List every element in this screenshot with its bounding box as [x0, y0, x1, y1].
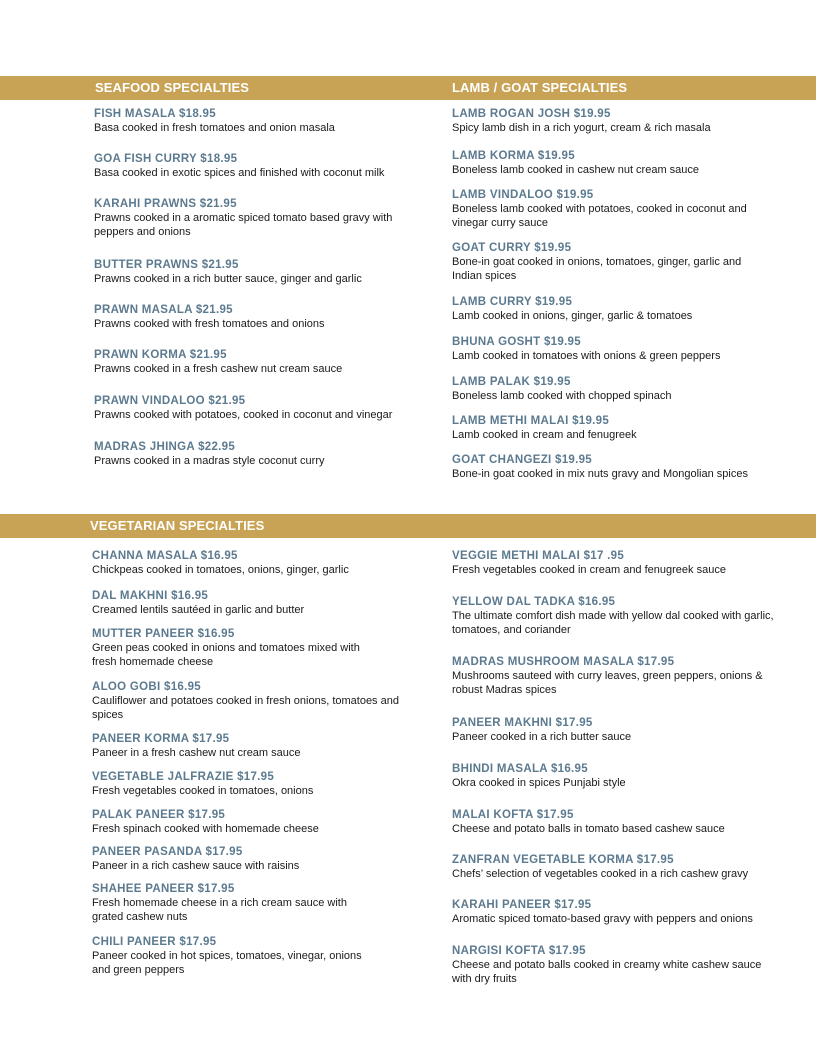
- menu-item-desc: Cheese and potato balls cooked in creamy white cashew sauce with dry fruits: [452, 959, 762, 985]
- menu-item-name: VEGETABLE JALFRAZIE $17.95: [92, 771, 275, 783]
- menu-item-name: BHUNA GOSHT $19.95: [452, 336, 581, 348]
- menu-item-desc: Fresh vegetables cooked in cream and fenugreek sauce: [452, 564, 726, 576]
- menu-item-desc: Fresh vegetables cooked in tomatoes, onions: [92, 785, 314, 797]
- menu-item: [92, 845, 452, 873]
- menu-item-name: GOAT CURRY $19.95: [452, 242, 572, 254]
- menu-item: [94, 303, 454, 331]
- menu-item: [452, 335, 812, 363]
- menu-item-desc: Lamb cooked in tomatoes with onions & green peppers: [452, 350, 721, 362]
- menu-item: [92, 808, 452, 836]
- menu-item: [92, 680, 452, 722]
- menu-item: [452, 549, 812, 577]
- menu-item-desc: Spicy lamb dish in a rich yogurt, cream & rich masala: [452, 122, 711, 134]
- menu-item: [452, 655, 812, 697]
- menu-item-name: PRAWN KORMA $21.95: [94, 349, 227, 361]
- menu-item: [452, 295, 812, 323]
- menu-item-name: MUTTER PANEER $16.95: [92, 628, 235, 640]
- menu-item: [92, 935, 452, 977]
- menu-item-desc: Aromatic spiced tomato-based gravy with peppers and onions: [452, 913, 753, 925]
- menu-item-desc: The ultimate comfort dish made with yellow dal cooked with garlic, tomatoes, and coriander: [452, 610, 774, 636]
- lamb-section-title: LAMB / GOAT SPECIALTIES: [452, 80, 628, 95]
- menu-item-name: MALAI KOFTA $17.95: [452, 809, 574, 821]
- menu-item-desc: Bone-in goat cooked in onions, tomatoes, ginger, garlic and Indian spices: [452, 256, 742, 282]
- vegetarian-section-title: VEGETARIAN SPECIALTIES: [90, 518, 265, 533]
- menu-item-desc: Paneer in a fresh cashew nut cream sauce: [92, 747, 301, 759]
- menu-item: [94, 394, 454, 422]
- menu-item: [94, 107, 454, 135]
- menu-item: [94, 440, 454, 468]
- menu-item-desc: Boneless lamb cooked with potatoes, cooked in coconut and vinegar curry sauce: [452, 203, 747, 229]
- menu-item: [92, 589, 452, 617]
- menu-item: [452, 595, 812, 637]
- menu-item-desc: Paneer cooked in hot spices, tomatoes, vinegar, onions and green peppers: [92, 950, 362, 976]
- menu-item: [452, 762, 812, 790]
- menu-item-name: LAMB ROGAN JOSH $19.95: [452, 108, 611, 120]
- menu-item: [452, 149, 812, 177]
- menu-item: [452, 716, 812, 744]
- menu-item-name: BUTTER PRAWNS $21.95: [94, 259, 239, 271]
- menu-item: [92, 627, 452, 669]
- menu-item: [452, 898, 812, 926]
- menu-item-name: DAL MAKHNI $16.95: [92, 590, 209, 602]
- menu-item-name: MADRAS JHINGA $22.95: [94, 441, 236, 453]
- menu-item-desc: Basa cooked in fresh tomatoes and onion masala: [94, 122, 335, 134]
- menu-item-name: CHANNA MASALA $16.95: [92, 550, 238, 562]
- menu-item-name: ALOO GOBI $16.95: [92, 681, 201, 693]
- menu-item-desc: Prawns cooked with potatoes, cooked in coconut and vinegar: [94, 409, 393, 421]
- menu-item-desc: Basa cooked in exotic spices and finished with coconut milk: [94, 167, 385, 179]
- menu-item-desc: Mushrooms sauteed with curry leaves, green peppers, onions & robust Madras spices: [452, 670, 763, 696]
- menu-item-name: GOA FISH CURRY $18.95: [94, 153, 238, 165]
- menu-item-desc: Cauliflower and potatoes cooked in fresh onions, tomatoes and spices: [92, 695, 399, 721]
- menu-item-desc: Paneer cooked in a rich butter sauce: [452, 731, 632, 743]
- menu-item-name: NARGISI KOFTA $17.95: [452, 945, 586, 957]
- menu-item-name: GOAT CHANGEZI $19.95: [452, 454, 592, 466]
- menu-item: [452, 188, 812, 230]
- menu-item: [94, 348, 454, 376]
- seafood-section-title: SEAFOOD SPECIALTIES: [95, 80, 250, 95]
- menu-item-desc: Lamb cooked in cream and fenugreek: [452, 429, 637, 441]
- menu-item-desc: Green peas cooked in onions and tomatoes mixed with fresh homemade cheese: [92, 642, 360, 668]
- menu-item-desc: Lamb cooked in onions, ginger, garlic & tomatoes: [452, 310, 693, 322]
- section-header-band-top: [0, 76, 816, 100]
- menu-item: [92, 732, 452, 760]
- menu-item-name: LAMB VINDALOO $19.95: [452, 189, 594, 201]
- menu-item: [452, 453, 812, 481]
- menu-item-desc: Prawns cooked in a fresh cashew nut cream sauce: [94, 363, 343, 375]
- menu-item-name: FISH MASALA $18.95: [94, 108, 216, 120]
- menu-item: [92, 549, 452, 577]
- menu-item-name: MADRAS MUSHROOM MASALA $17.95: [452, 656, 675, 668]
- menu-item-name: ZANFRAN VEGETABLE KORMA $17.95: [452, 854, 674, 866]
- menu-item: [92, 770, 452, 798]
- menu-item: [94, 258, 454, 286]
- menu-item: [452, 944, 812, 986]
- menu-item-name: PANEER KORMA $17.95: [92, 733, 230, 745]
- menu-item: [452, 853, 812, 881]
- menu-item-desc: Prawns cooked with fresh tomatoes and onions: [94, 318, 325, 330]
- menu-item-name: KARAHI PRAWNS $21.95: [94, 198, 237, 210]
- menu-item-name: PRAWN MASALA $21.95: [94, 304, 233, 316]
- menu-item-desc: Bone-in goat cooked in mix nuts gravy and Mongolian spices: [452, 468, 748, 480]
- menu-item-name: LAMB PALAK $19.95: [452, 376, 571, 388]
- menu-item-desc: Prawns cooked in a madras style coconut curry: [94, 455, 325, 467]
- menu-item-name: CHILI PANEER $17.95: [92, 936, 217, 948]
- menu-item-desc: Cheese and potato balls in tomato based cashew sauce: [452, 823, 725, 835]
- section-header-band-vegetarian: [0, 514, 816, 538]
- menu-item-name: PALAK PANEER $17.95: [92, 809, 226, 821]
- menu-item-desc: Boneless lamb cooked with chopped spinach: [452, 390, 672, 402]
- menu-item-desc: Boneless lamb cooked in cashew nut cream sauce: [452, 164, 700, 176]
- menu-item: [92, 882, 452, 924]
- menu-item-desc: Chefs’ selection of vegetables cooked in a rich cashew gravy: [452, 868, 749, 880]
- menu-item-desc: Okra cooked in spices Punjabi style: [452, 777, 626, 789]
- menu-item-desc: Paneer in a rich cashew sauce with raisins: [92, 860, 300, 872]
- menu-item: [94, 197, 454, 239]
- menu-item-desc: Creamed lentils sautéed in garlic and butter: [92, 604, 305, 616]
- menu-item-desc: Prawns cooked in a aromatic spiced tomato based gravy with peppers and onions: [94, 212, 393, 238]
- menu-item: [452, 414, 812, 442]
- menu-item: [452, 375, 812, 403]
- menu-item-name: BHINDI MASALA $16.95: [452, 763, 588, 775]
- menu-item: [94, 152, 454, 180]
- menu-item: [452, 808, 812, 836]
- menu-item-name: PRAWN VINDALOO $21.95: [94, 395, 246, 407]
- menu-item-desc: Fresh spinach cooked with homemade cheese: [92, 823, 319, 835]
- menu-item-name: LAMB METHI MALAI $19.95: [452, 415, 610, 427]
- menu-item-name: PANEER PASANDA $17.95: [92, 846, 243, 858]
- menu-item-name: PANEER MAKHNI $17.95: [452, 717, 593, 729]
- menu-item-desc: Fresh homemade cheese in a rich cream sauce with grated cashew nuts: [92, 897, 347, 923]
- menu-item-name: SHAHEE PANEER $17.95: [92, 883, 235, 895]
- menu-item-name: KARAHI PANEER $17.95: [452, 899, 592, 911]
- menu-item: [452, 107, 812, 135]
- menu-item-name: YELLOW DAL TADKA $16.95: [452, 596, 616, 608]
- menu-item: [452, 241, 812, 283]
- menu-item-name: VEGGIE METHI MALAI $17 .95: [452, 550, 625, 562]
- menu-item-name: LAMB KORMA $19.95: [452, 150, 575, 162]
- menu-item-desc: Chickpeas cooked in tomatoes, onions, ginger, garlic: [92, 564, 349, 576]
- menu-item-desc: Prawns cooked in a rich butter sauce, ginger and garlic: [94, 273, 362, 285]
- menu-item-name: LAMB CURRY $19.95: [452, 296, 573, 308]
